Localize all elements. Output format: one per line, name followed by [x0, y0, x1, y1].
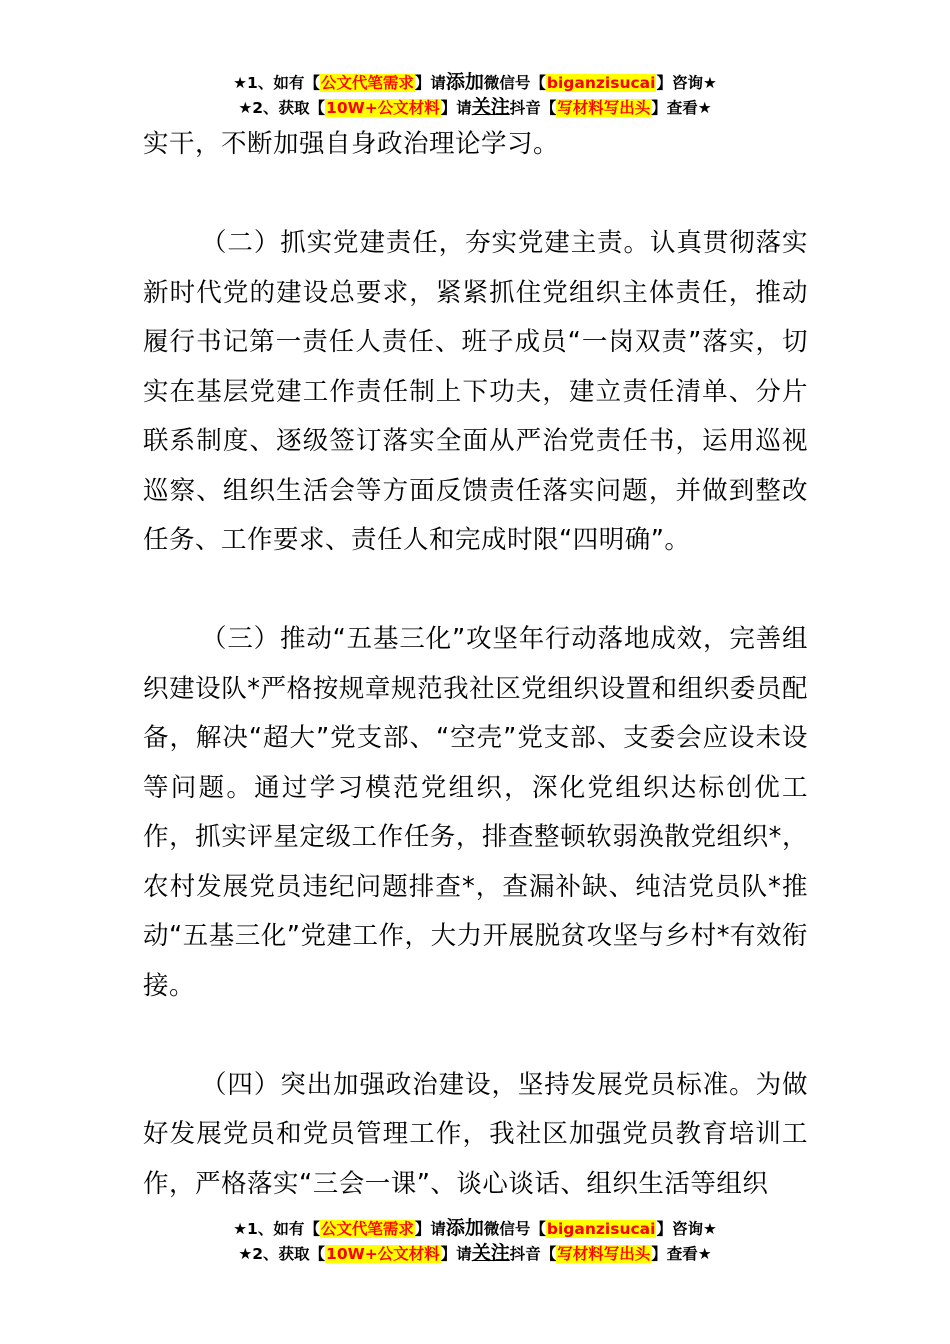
- document-body: [143, 120, 808, 1209]
- promo-text: ★2、获取【: [238, 99, 326, 117]
- promo-line-2: [0, 95, 950, 120]
- promo-highlight: 公文代笔需求: [320, 1220, 414, 1238]
- top-promo-banner: [0, 70, 950, 120]
- promo-line-1: [0, 70, 950, 95]
- promo-text: 】请: [414, 74, 446, 92]
- promo-text: 】请: [440, 99, 472, 117]
- promo-text: ★2、获取【: [238, 1245, 326, 1263]
- promo-text: ★1、如有【: [233, 74, 320, 92]
- promo-text: ★1、如有【: [233, 1220, 320, 1238]
- promo-highlight: 10W+公文材料: [326, 1245, 440, 1263]
- promo-emphasis: 关注: [471, 96, 510, 118]
- promo-text: 】咨询★: [656, 74, 717, 92]
- promo-highlight: 公文代笔需求: [320, 74, 414, 92]
- promo-text: 】查看★: [651, 1245, 712, 1263]
- promo-emphasis: 添加: [445, 71, 484, 93]
- promo-highlight: 写材料写出头: [557, 1245, 651, 1263]
- promo-text: 微信号【: [483, 1220, 546, 1238]
- paragraph-continuation: 实干，不断加强自身政治理论学习。: [143, 129, 560, 159]
- promo-text: 】请: [440, 1245, 472, 1263]
- paragraph-section-2: （二）抓实党建责任，夯实党建主责。认真贯彻落实新时代党的建设总要求，紧紧抓住党组织主体责任，推动履行书记第一责任人责任、班子成员“一岗双责”落实，切实在基层党建工作责任制上下功夫，建立责任清单、分片联系制度、逐级签订落实全面从严治党责任书，运用巡视巡察、组织生活会等方面反馈责任落实问题，并做到整改任务、工作要求、责任人和完成时限“四明确”。: [143, 228, 808, 555]
- promo-highlight: 10W+公文材料: [326, 99, 440, 117]
- promo-text: 】请: [414, 1220, 446, 1238]
- promo-emphasis: 添加: [445, 1217, 484, 1239]
- promo-text: 抖音【: [509, 1245, 557, 1263]
- bottom-promo-banner: [0, 1216, 950, 1266]
- promo-text: 抖音【: [509, 99, 557, 117]
- paragraph-section-4: （四）突出加强政治建设，坚持发展党员标准。为做好发展党员和党员管理工作，我社区加强党员教育培训工作，严格落实“三会一课”、谈心谈话、组织生活等组织: [143, 1069, 808, 1199]
- promo-line-2: [0, 1241, 950, 1266]
- promo-text: 微信号【: [483, 74, 546, 92]
- promo-line-1: [0, 1216, 950, 1241]
- promo-text: 】咨询★: [656, 1220, 717, 1238]
- promo-highlight: biganzisucai: [546, 1220, 656, 1238]
- paragraph-section-3: （三）推动“五基三化”攻坚年行动落地成效，完善组织建设队*严格按规章规范我社区党组织设置和组织委员配备，解决“超大”党支部、“空壳”党支部、支委会应设未设等问题。通过学习模范党组织，深化党组织达标创优工作，抓实评星定级工作任务，排查整顿软弱涣散党组织*，农村发展党员违纪问题排查*，查漏补缺、纯洁党员队*推动“五基三化”党建工作，大力开展脱贫攻坚与乡村*有效衔接。: [143, 624, 808, 1001]
- promo-highlight: biganzisucai: [546, 74, 656, 92]
- promo-highlight: 写材料写出头: [557, 99, 651, 117]
- promo-text: 】查看★: [651, 99, 712, 117]
- promo-emphasis: 关注: [471, 1242, 510, 1264]
